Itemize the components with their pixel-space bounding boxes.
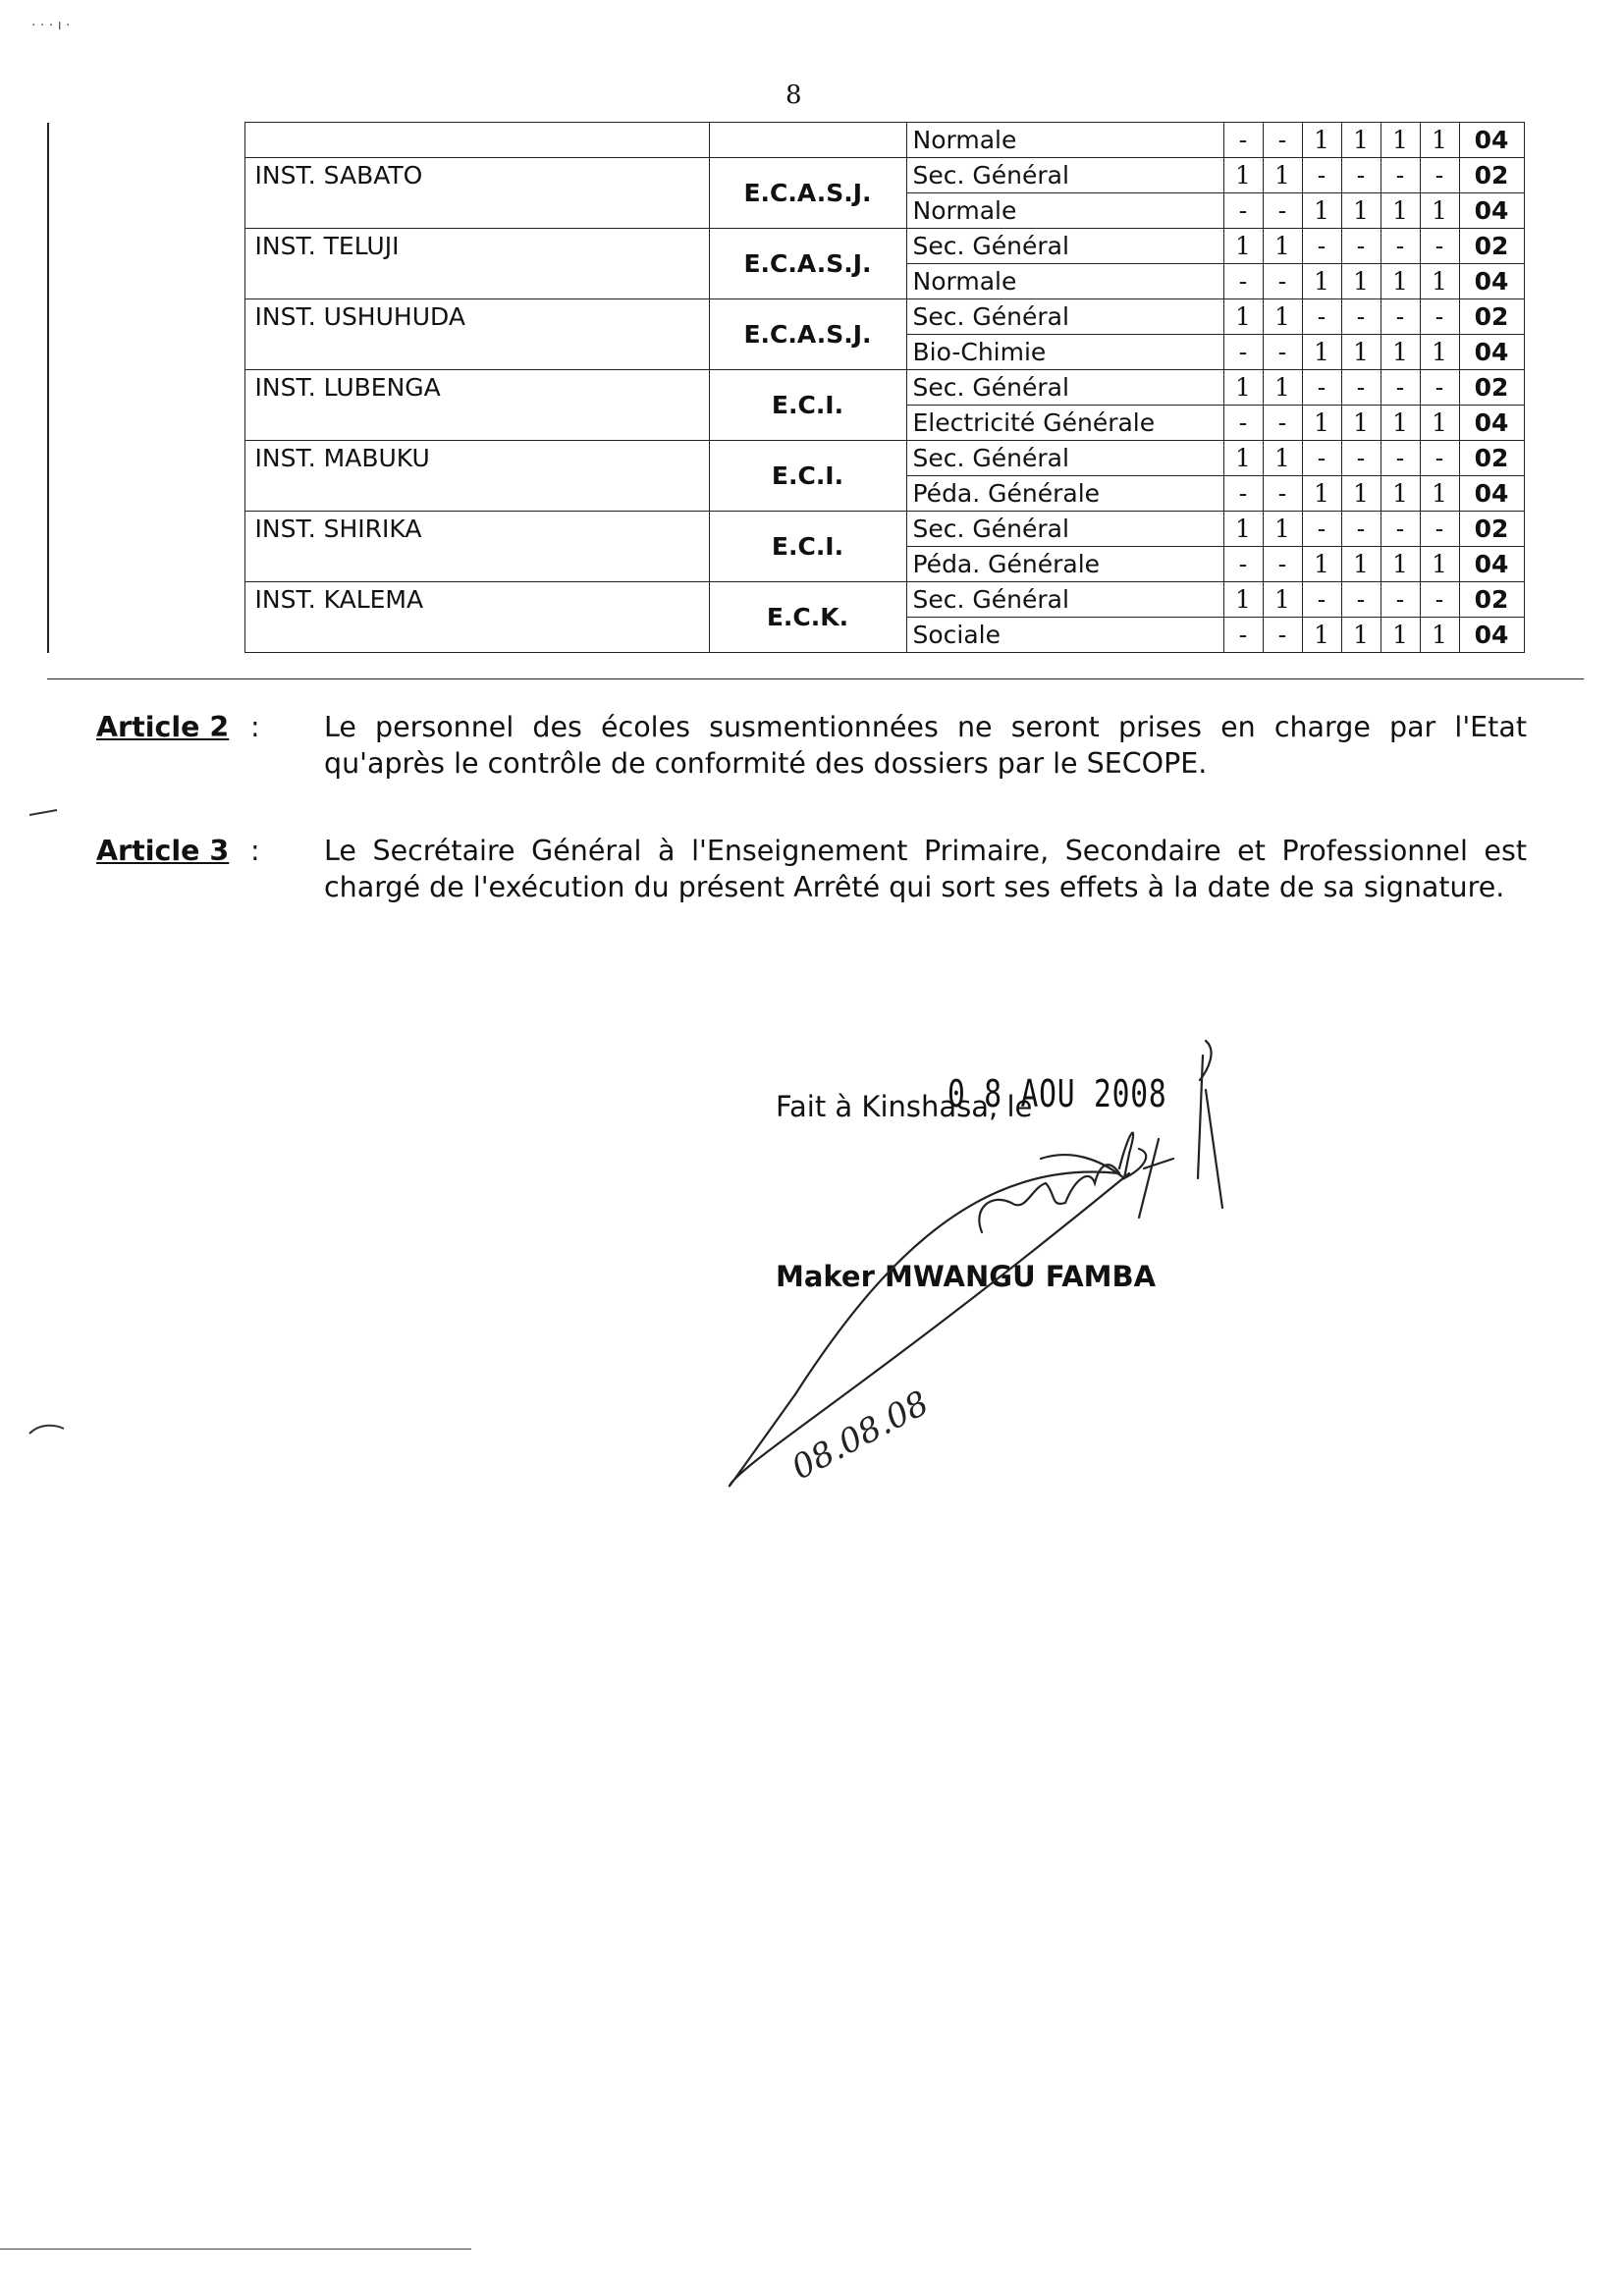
school-row-c1: 1 [1223,158,1263,193]
school-row-c5: - [1380,582,1420,618]
school-row-c3: 1 [1302,476,1341,512]
school-row-option: Péda. Générale [906,476,1223,512]
school-reseau: E.C.I. [709,370,906,441]
school-row-c2: - [1263,406,1302,441]
school-row-c2: - [1263,264,1302,299]
school-row-c3: 1 [1302,264,1341,299]
school-row-c3: - [1302,441,1341,476]
article-2-colon: : [250,711,260,743]
article-2-text: Le personnel des écoles susmentionnées ne seront prises en charge par l'Etat qu'après le contrôle de conformité des dossiers par le SECOPE. [324,711,1527,780]
school-row-total: 02 [1459,370,1524,406]
school-row-option: Bio-Chimie [906,335,1223,370]
school-row-c2: 1 [1263,158,1302,193]
school-row-c5: 1 [1380,335,1420,370]
school-row-total: 02 [1459,582,1524,618]
school-row-option: Normale [906,264,1223,299]
school-row-c1: 1 [1223,441,1263,476]
article-3-text: Le Secrétaire Général à l'Enseignement Primaire, Secondaire et Professionnel est chargé de l'exécution du présent Arrêté qui sort ses effets à la date de sa signature. [324,835,1527,903]
school-name: INST. MABUKU [244,441,709,512]
school-row-total: 02 [1459,512,1524,547]
school-row-c5: 1 [1380,618,1420,653]
school-row-c1: - [1223,406,1263,441]
school-row-c6: 1 [1420,476,1459,512]
school-row-c4: - [1341,158,1380,193]
school-row-c6: - [1420,299,1459,335]
school-row-c3: 1 [1302,335,1341,370]
school-row-c4: - [1341,370,1380,406]
school-row-c3: - [1302,582,1341,618]
school-row-c2: - [1263,547,1302,582]
school-row-c6: - [1420,370,1459,406]
school-row-c3: 1 [1302,618,1341,653]
school-row-total: 04 [1459,476,1524,512]
school-row-c4: 1 [1341,618,1380,653]
school-row-option: Electricité Générale [906,406,1223,441]
school-row-c1: 1 [1223,370,1263,406]
school-row-c5: 1 [1380,476,1420,512]
school-row-c5: - [1380,229,1420,264]
footer-rule [0,2249,471,2250]
school-row-option: Sec. Général [906,441,1223,476]
school-row-c2: 1 [1263,229,1302,264]
signatory-name: Maker MWANGU FAMBA [776,1260,1157,1293]
school-row-c4: - [1341,299,1380,335]
school-row-option: Sec. Général [906,582,1223,618]
school-name: INST. SHIRIKA [244,512,709,582]
school-row-c1: - [1223,476,1263,512]
school-row-option: Normale [906,193,1223,229]
school-row-c6: - [1420,441,1459,476]
school-row-c5: 1 [1380,264,1420,299]
school-row-c2: - [1263,618,1302,653]
school-row-option: Sec. Général [906,229,1223,264]
school-row-c6: 1 [1420,406,1459,441]
school-row-total: 04 [1459,335,1524,370]
school-row-option: Sec. Général [906,158,1223,193]
school-row-c4: 1 [1341,406,1380,441]
school-row-c1: - [1223,193,1263,229]
school-row-c5: - [1380,158,1420,193]
continuation-c4: 1 [1341,123,1380,158]
school-row-c1: - [1223,618,1263,653]
school-row-c2: 1 [1263,582,1302,618]
school-row-c3: 1 [1302,406,1341,441]
school-row-c5: - [1380,370,1420,406]
school-row-option: Sec. Général [906,299,1223,335]
place-date-label: Fait à Kinshasa, le [776,1090,1033,1123]
school-row-c3: - [1302,512,1341,547]
school-row-option: Sec. Général [906,370,1223,406]
school-row-c2: 1 [1263,370,1302,406]
school-row-c1: 1 [1223,299,1263,335]
school-row-c5: 1 [1380,406,1420,441]
school-row-c3: 1 [1302,193,1341,229]
school-row-c2: - [1263,476,1302,512]
school-row-c4: 1 [1341,193,1380,229]
school-row-c5: - [1380,299,1420,335]
school-row-c1: - [1223,264,1263,299]
school-row-c3: - [1302,370,1341,406]
school-row-c6: 1 [1420,264,1459,299]
school-row-c2: 1 [1263,512,1302,547]
continuation-c5: 1 [1380,123,1420,158]
article-2-label: Article 2 [96,711,230,743]
school-reseau: E.C.I. [709,441,906,512]
school-row-c4: 1 [1341,335,1380,370]
school-row-c4: - [1341,512,1380,547]
scan-artifact: · · · ı · [31,18,71,33]
school-row-option: Sec. Général [906,512,1223,547]
school-row-c2: - [1263,193,1302,229]
continuation-c2: - [1263,123,1302,158]
continuation-c6: 1 [1420,123,1459,158]
school-row-total: 02 [1459,229,1524,264]
article-3-colon: : [250,835,260,867]
school-row-c6: 1 [1420,335,1459,370]
school-row-c6: 1 [1420,618,1459,653]
school-row-c5: 1 [1380,547,1420,582]
school-row-total: 02 [1459,299,1524,335]
school-reseau: E.C.K. [709,582,906,653]
school-name: INST. USHUHUDA [244,299,709,370]
date-stamp: 0 8 AOU 2008 [947,1072,1167,1115]
school-row-c3: - [1302,158,1341,193]
school-row-option: Sociale [906,618,1223,653]
school-row-c4: 1 [1341,476,1380,512]
school-row-total: 04 [1459,406,1524,441]
school-row-c6: 1 [1420,547,1459,582]
school-name: INST. SABATO [244,158,709,229]
page-number: 8 [785,81,802,110]
school-row-c5: 1 [1380,193,1420,229]
school-row-c1: - [1223,335,1263,370]
school-row-total: 02 [1459,441,1524,476]
school-name: INST. KALEMA [244,582,709,653]
school-row-total: 02 [1459,158,1524,193]
school-row-c4: - [1341,582,1380,618]
school-row-total: 04 [1459,547,1524,582]
school-name: INST. LUBENGA [244,370,709,441]
school-row-c6: - [1420,158,1459,193]
school-reseau: E.C.A.S.J. [709,158,906,229]
school-row-c6: - [1420,512,1459,547]
school-row-c4: 1 [1341,264,1380,299]
continuation-c1: - [1223,123,1263,158]
school-row-c3: - [1302,299,1341,335]
school-row-c5: - [1380,512,1420,547]
school-row-c1: - [1223,547,1263,582]
continuation-total: 04 [1459,123,1524,158]
school-row-c1: 1 [1223,229,1263,264]
school-reseau: E.C.I. [709,512,906,582]
school-row-c1: 1 [1223,582,1263,618]
school-row-c6: - [1420,582,1459,618]
school-reseau: E.C.A.S.J. [709,299,906,370]
school-row-c6: - [1420,229,1459,264]
school-row-total: 04 [1459,193,1524,229]
school-row-c5: - [1380,441,1420,476]
school-row-c4: 1 [1341,547,1380,582]
school-row-c3: - [1302,229,1341,264]
school-row-c2: 1 [1263,441,1302,476]
school-name: INST. TELUJI [244,229,709,299]
school-row-option: Péda. Générale [906,547,1223,582]
continuation-option: Normale [906,123,1223,158]
school-row-c6: 1 [1420,193,1459,229]
school-row-total: 04 [1459,618,1524,653]
article-3-label: Article 3 [96,835,230,867]
school-row-c2: 1 [1263,299,1302,335]
school-row-c2: - [1263,335,1302,370]
school-reseau: E.C.A.S.J. [709,229,906,299]
school-row-total: 04 [1459,264,1524,299]
school-row-c4: - [1341,441,1380,476]
school-row-c1: 1 [1223,512,1263,547]
handwritten-date: 08.08.08 [785,1383,936,1489]
school-row-c4: - [1341,229,1380,264]
continuation-c3: 1 [1302,123,1341,158]
school-row-c3: 1 [1302,547,1341,582]
